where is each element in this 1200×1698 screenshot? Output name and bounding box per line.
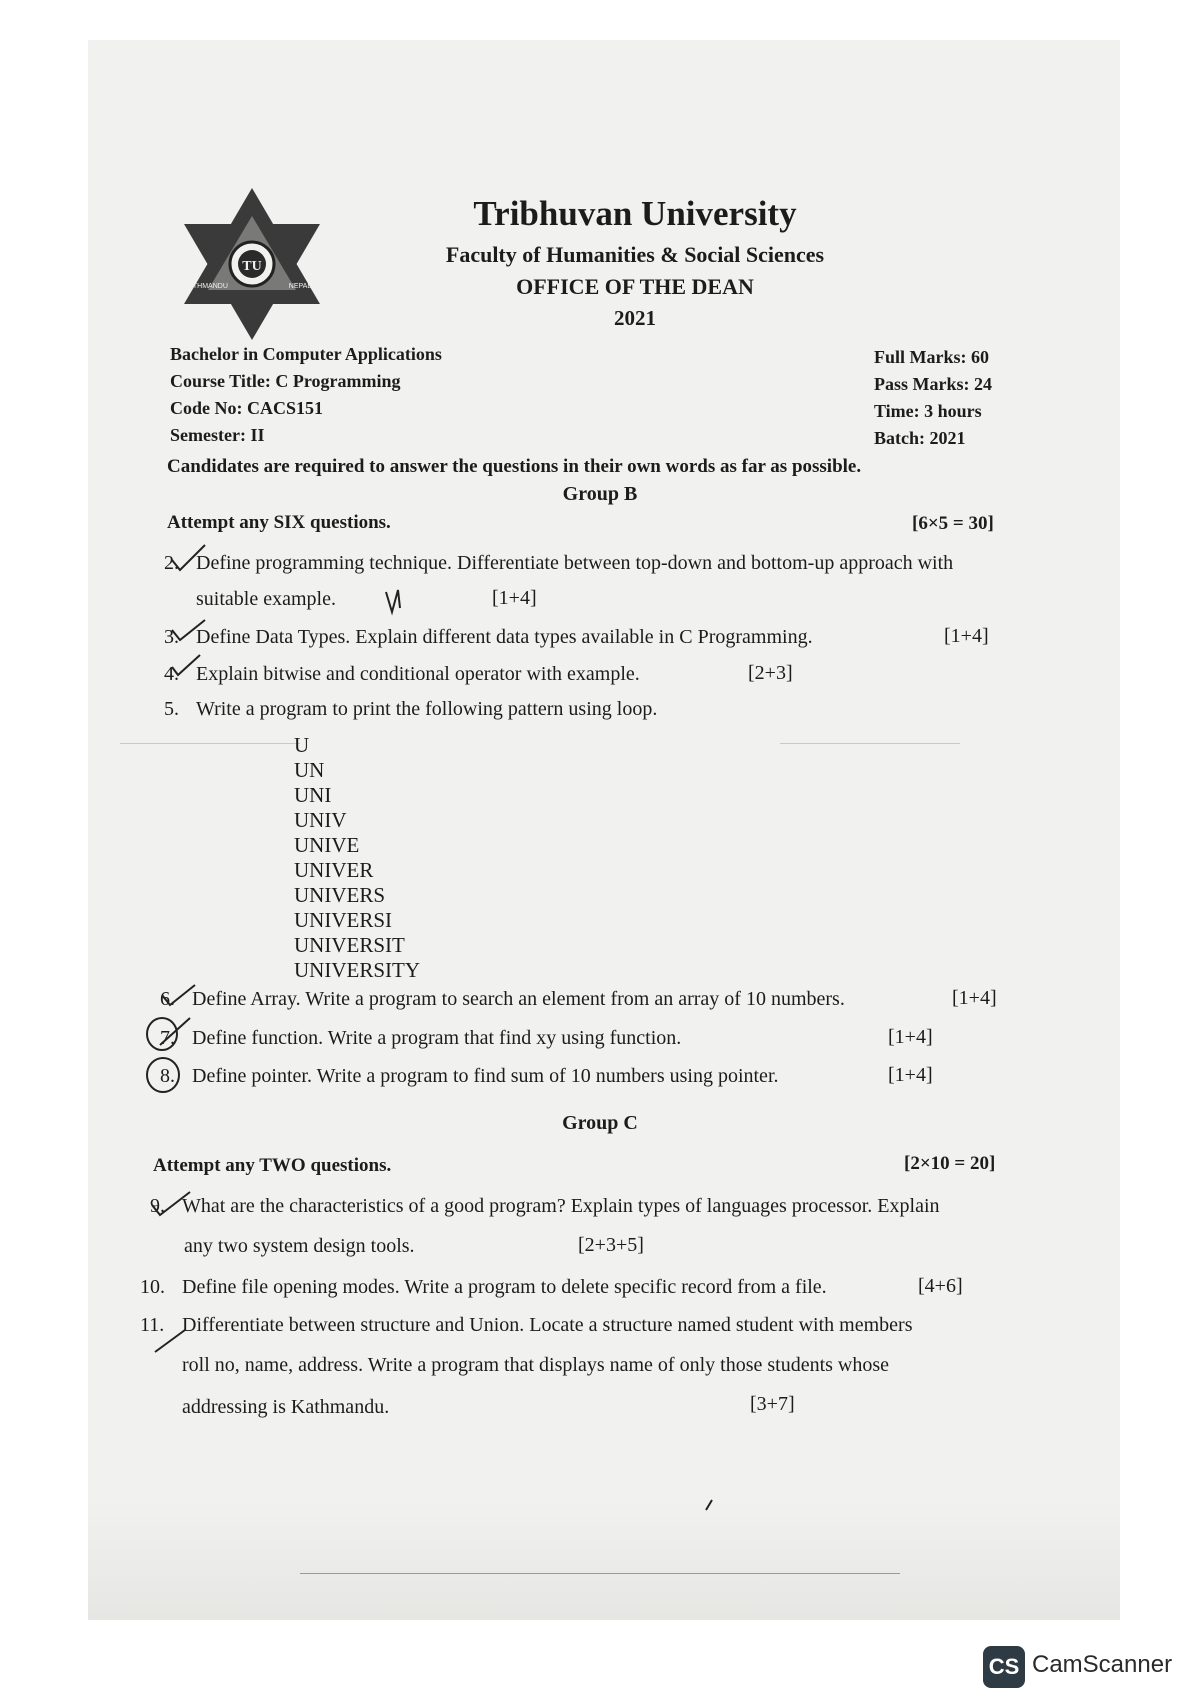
question-10 [140, 1269, 940, 1305]
question-text: What are the characteristics of a good program? Explain types of languages processor. Explain [182, 1195, 940, 1217]
question-text: Write a program to print the following pattern using loop. [196, 698, 658, 720]
pattern-line: UN [294, 758, 325, 782]
question-4 [164, 656, 724, 692]
pattern-line: U [294, 733, 310, 757]
question-text: Differentiate between structure and Union. Locate a structure named student with members [182, 1314, 913, 1336]
question-number: 7. [160, 1027, 175, 1049]
question-11-cont: addressing is Kathmandu. [182, 1396, 390, 1418]
exam-year: 2021 [614, 306, 656, 330]
question-text: Define function. Write a program that find xy using function. [192, 1027, 682, 1049]
question-number: 6. [160, 988, 175, 1010]
scan-artifact [300, 1573, 900, 1574]
question-9-marks: [2+3+5] [578, 1234, 644, 1256]
question-8-marks: [1+4] [888, 1064, 933, 1086]
pattern-line: UNIVERSI [294, 908, 392, 932]
question-text: Define Data Types. Explain different data types available in C Programming. [196, 626, 813, 648]
university-title: Tribhuvan University [473, 194, 797, 233]
question-number: 8. [160, 1065, 175, 1087]
logo-text-right: NEPAL [288, 283, 312, 290]
pass-marks: Pass Marks: 24 [874, 374, 992, 394]
question-6-marks: [1+4] [952, 987, 997, 1009]
full-marks: Full Marks: 60 [874, 347, 989, 367]
question-text: Define file opening modes. Write a program to delete specific record from a file. [182, 1276, 827, 1298]
group-b-heading: Group B [562, 483, 638, 505]
question-8 [160, 1058, 880, 1094]
question-4-marks: [2+3] [748, 662, 793, 684]
pattern-line: UNIVERSIT [294, 933, 405, 957]
question-text: Define programming technique. Differentiate between top-down and bottom-up approach with [196, 552, 954, 574]
question-10-marks: [4+6] [918, 1275, 963, 1297]
scan-artifact [780, 743, 960, 744]
question-3-marks: [1+4] [944, 625, 989, 647]
instruction: Candidates are required to answer the questions in their own words as far as possible. [167, 456, 862, 477]
question-11 [140, 1307, 1070, 1343]
question-text: Explain bitwise and conditional operator with example. [196, 663, 640, 685]
question-11-marks: [3+7] [750, 1393, 795, 1415]
course-code: Code No: CACS151 [170, 398, 323, 418]
scan-artifact [120, 743, 300, 744]
group-c-heading: Group C [562, 1112, 638, 1134]
question-9 [150, 1188, 1070, 1224]
question-2 [164, 545, 1064, 581]
question-3 [164, 619, 884, 655]
question-7 [160, 1020, 780, 1056]
question-number: 10. [140, 1276, 165, 1298]
question-5 [164, 691, 864, 727]
question-number: 11. [140, 1314, 165, 1336]
pattern-line: UNIVERS [294, 883, 386, 907]
course-title: Course Title: C Programming [170, 371, 401, 391]
exam-info-right [874, 344, 1074, 452]
pattern-line: UNIVERSITY [294, 958, 420, 982]
pattern-line: UNIV [294, 808, 347, 832]
exam-info-left [170, 341, 590, 449]
question-text: Define pointer. Write a program to find sum of 10 numbers using pointer. [192, 1065, 779, 1087]
university-logo-icon [174, 186, 330, 342]
question-number: 3. [164, 626, 179, 648]
pattern-line: UNIVER [294, 858, 374, 882]
pattern-line: UNIVE [294, 833, 360, 857]
logo-center-text: TU [242, 259, 262, 274]
question-number: 4. [164, 663, 179, 685]
page-shadow [88, 1500, 1120, 1620]
faculty-title: Faculty of Humanities & Social Sciences [445, 242, 825, 267]
group-c-marks: [2×10 = 20] [904, 1153, 996, 1174]
group-b-attempt: Attempt any SIX questions. [167, 512, 391, 533]
question-number: 5. [164, 698, 179, 720]
semester: Semester: II [170, 425, 265, 445]
question-2-cont: suitable example. [196, 588, 336, 610]
camscanner-label: CamScanner [1032, 1651, 1173, 1678]
question-number: 9. [150, 1195, 165, 1217]
group-c-attempt: Attempt any TWO questions. [153, 1155, 392, 1176]
camscanner-logo-icon: CS [983, 1646, 1025, 1688]
batch: Batch: 2021 [874, 428, 966, 448]
office-title: OFFICE OF THE DEAN [516, 274, 754, 299]
question-9-cont: any two system design tools. [184, 1235, 415, 1257]
question-2-marks: [1+4] [492, 587, 537, 609]
question-6 [160, 981, 920, 1017]
question-7-marks: [1+4] [888, 1026, 933, 1048]
group-b-marks: [6×5 = 30] [912, 513, 994, 534]
logo-text-left: KATHMANDU [184, 283, 228, 290]
program-name: Bachelor in Computer Applications [170, 344, 442, 364]
question-11-cont: roll no, name, address. Write a program that displays name of only those students whose [182, 1354, 890, 1376]
question-number: 2. [164, 552, 179, 574]
pattern-block [294, 733, 420, 983]
question-text: Define Array. Write a program to search an element from an array of 10 numbers. [192, 988, 845, 1010]
pattern-line: UNI [294, 783, 332, 807]
exam-time: Time: 3 hours [874, 401, 982, 421]
